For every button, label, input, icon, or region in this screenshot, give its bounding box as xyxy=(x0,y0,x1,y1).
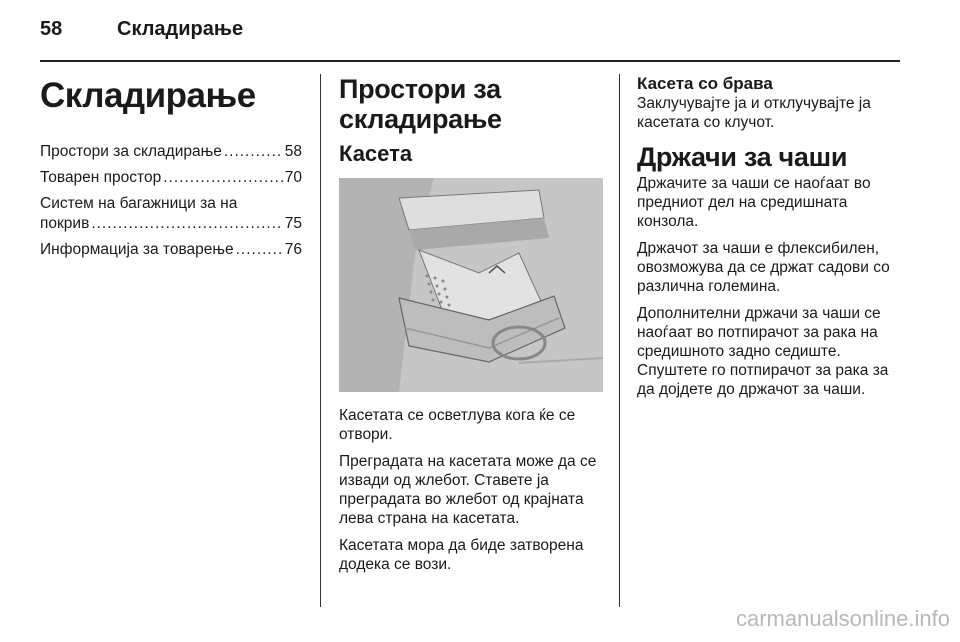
page-number: 58 xyxy=(40,18,63,40)
paragraph: Касетата мора да биде затворена додека се вози. xyxy=(339,537,584,573)
toc-item-label-continued: покрив xyxy=(40,215,90,232)
page-header xyxy=(40,14,900,54)
column-divider xyxy=(320,74,321,607)
paragraph: Држачите за чаши се наоѓаат во предниот дел на средишната конзола. xyxy=(637,175,871,230)
section-title: Држачи за чаши xyxy=(637,142,848,172)
toc-item-page: 58 xyxy=(284,143,302,160)
chapter-title: Складирање xyxy=(40,76,256,115)
toc-leader xyxy=(163,168,283,188)
toc-item[interactable] xyxy=(40,240,302,260)
watermark: carmanualsonline.info xyxy=(735,606,950,631)
toc-item[interactable] xyxy=(40,194,302,234)
toc-item-label: Простори за складирање xyxy=(40,143,222,160)
glovebox-figure xyxy=(339,178,603,392)
subsection-title: Касета со брава xyxy=(637,74,773,93)
section-title: Простори за складирање xyxy=(339,74,502,134)
toc-item-page: 76 xyxy=(284,241,302,258)
column-divider xyxy=(619,74,620,607)
toc-item-label: Товарен простор xyxy=(40,169,162,186)
toc-leader xyxy=(236,240,283,260)
glovebox-illustration xyxy=(339,178,603,392)
toc-item-page: 75 xyxy=(284,215,302,232)
paragraph: Дополнителни држачи за чаши се наоѓаат во потпирачот за рака на средишното задно седиште. Спуштете го потпирачот за рака за да дојдете до држачот за чаши. xyxy=(637,305,889,398)
subsection-title: Касета xyxy=(339,141,413,166)
toc-column xyxy=(40,74,302,266)
toc-item[interactable] xyxy=(40,142,302,162)
toc-leader xyxy=(224,142,283,162)
cupholder-column xyxy=(637,74,907,407)
toc-leader xyxy=(91,214,282,234)
toc-item[interactable] xyxy=(40,168,302,188)
paragraph: Заклучувајте ја и отклучувајте ја касетата со клучот. xyxy=(637,95,871,131)
toc-item-page: 70 xyxy=(284,169,302,186)
header-rule xyxy=(40,60,900,62)
paragraph: Преградата на касетата може да се извади од жлебот. Ставете ја преградата во жлебот од крајната лева страна на касетата. xyxy=(339,453,597,527)
toc-item-label: Систем на багажници за на xyxy=(40,195,238,212)
paragraph: Држачот за чаши е флексибилен, овозможува да се држат садови со различна големина. xyxy=(637,240,890,295)
toc-item-label: Информација за товарење xyxy=(40,241,234,258)
storage-column xyxy=(339,74,603,582)
paragraph: Касетата се осветлува кога ќе се отвори. xyxy=(339,407,576,443)
running-title: Складирање xyxy=(117,18,244,40)
